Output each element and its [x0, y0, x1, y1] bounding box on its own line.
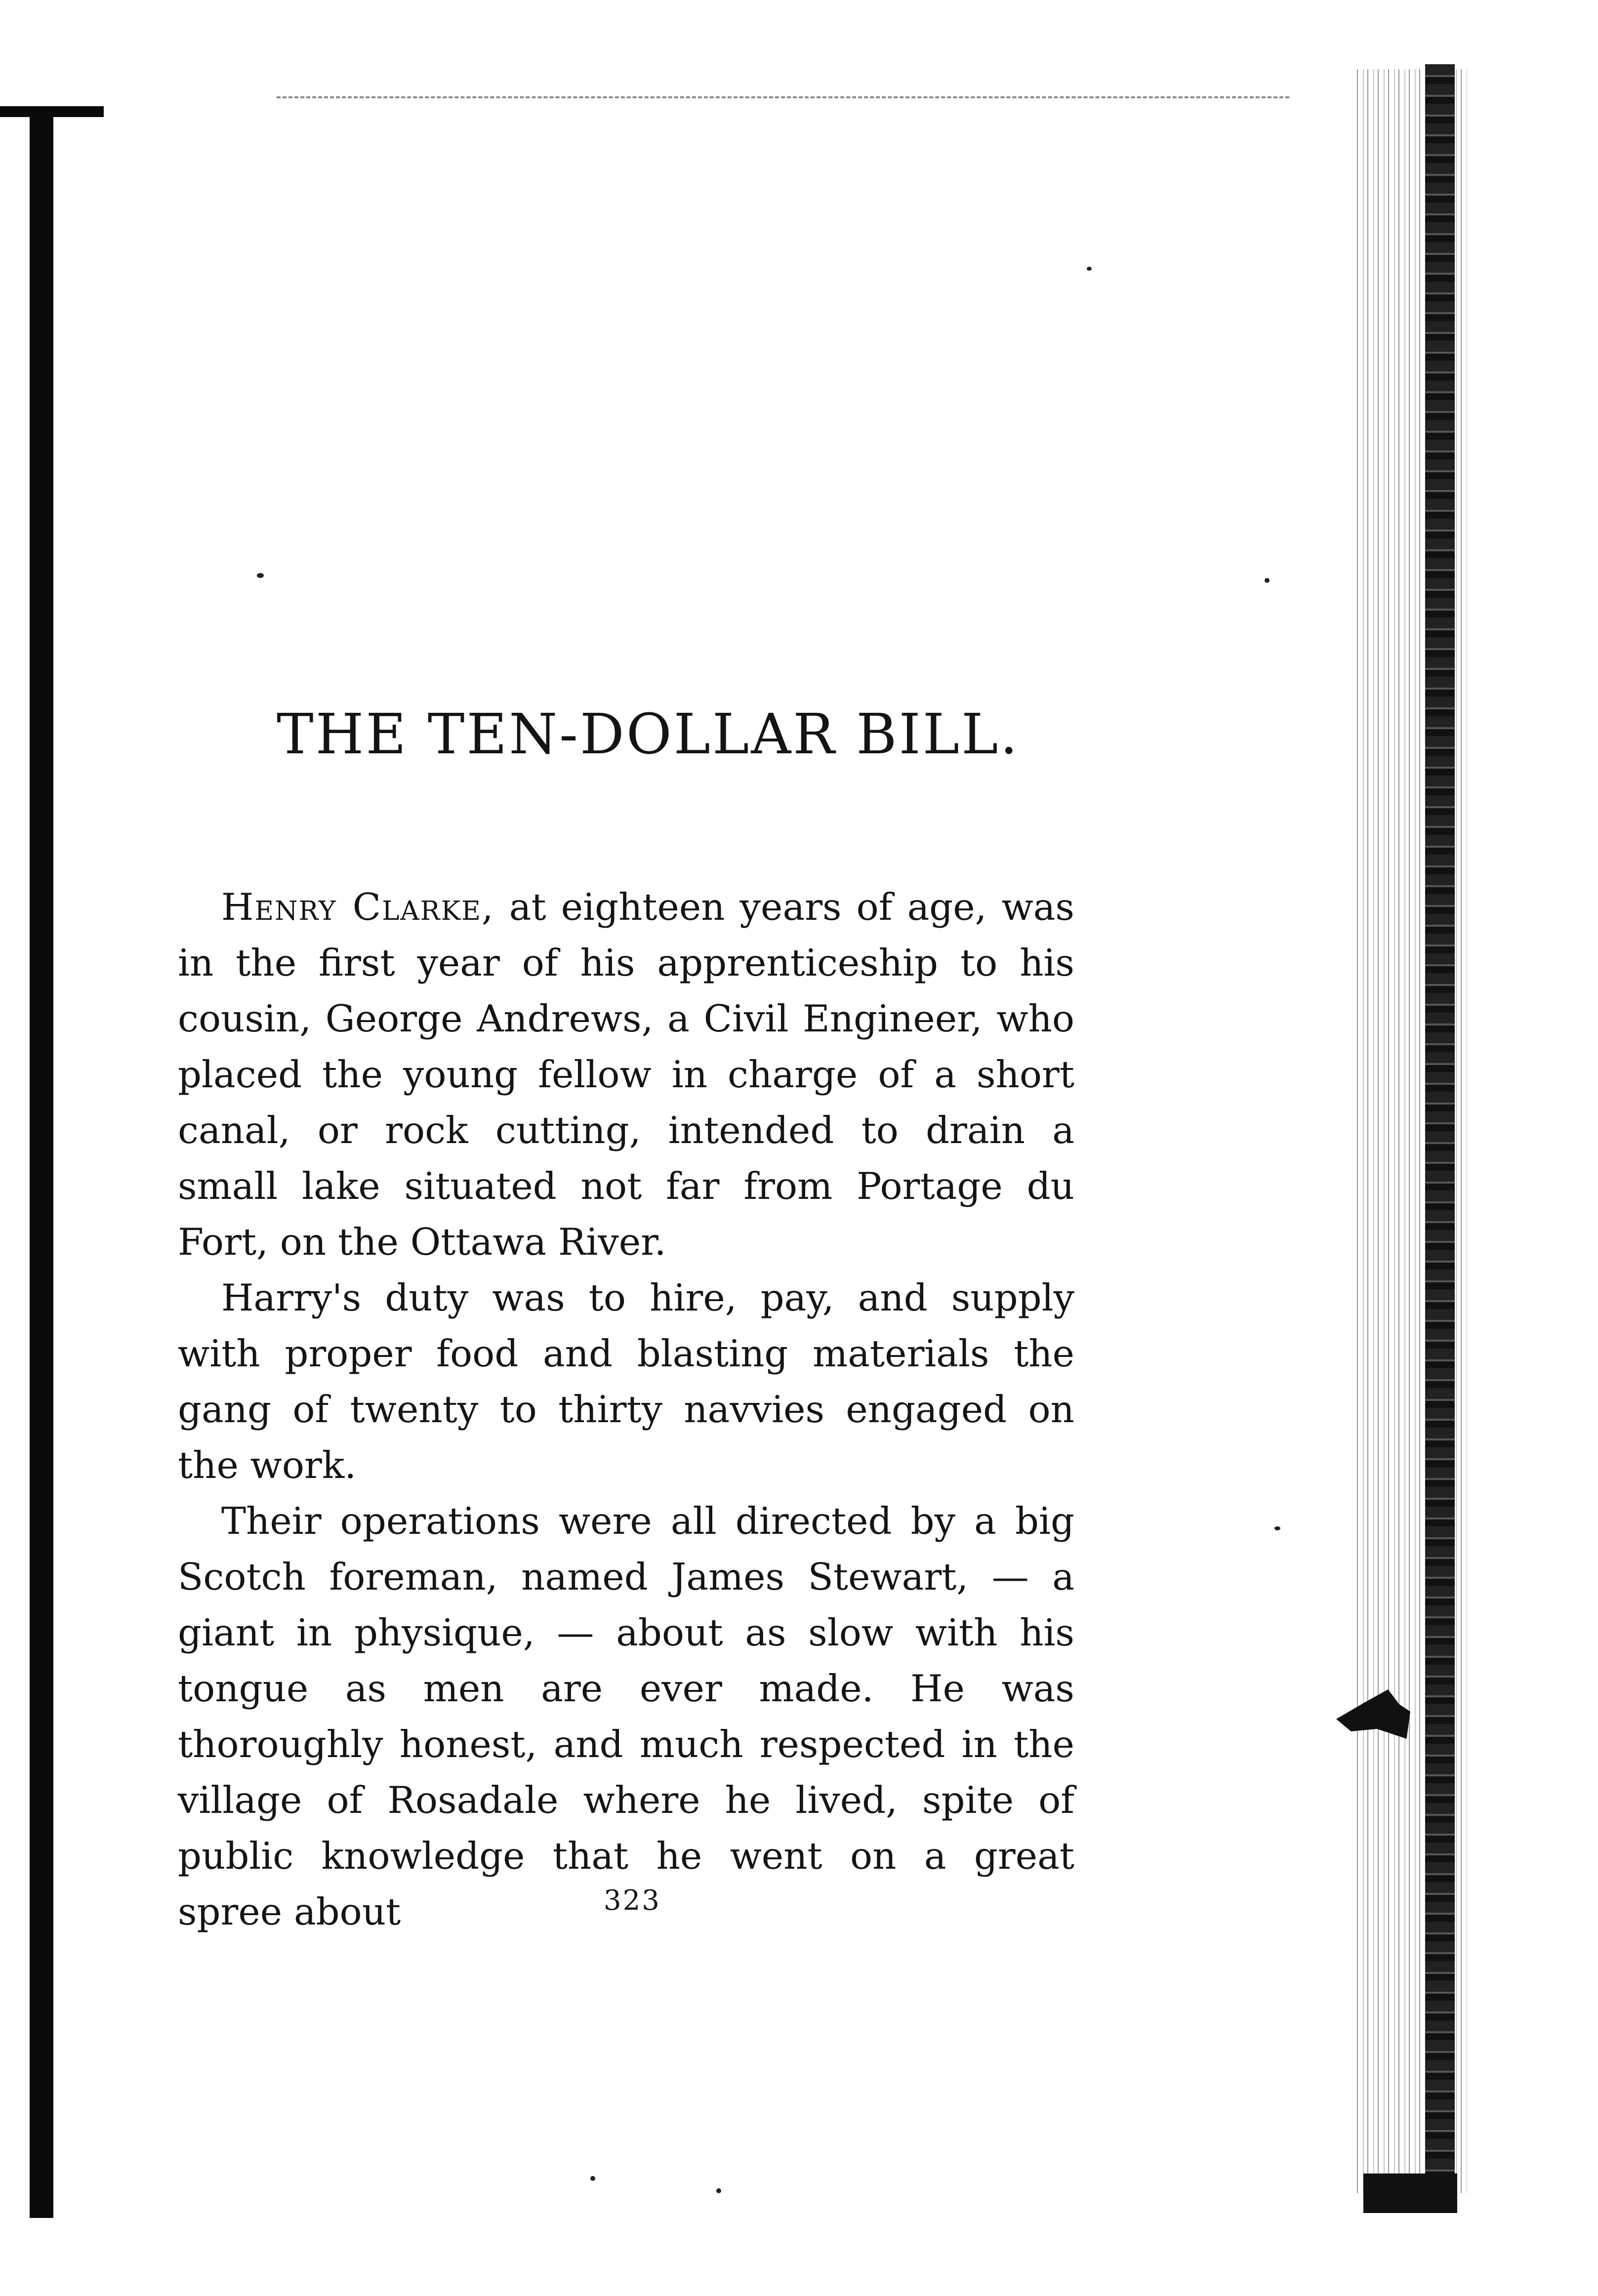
paragraph-1: [178, 879, 1074, 1270]
ink-speck: [716, 2188, 721, 2193]
ink-speck: [1274, 1526, 1280, 1530]
body-text: [178, 879, 1074, 1940]
paragraph-2: Harry's duty was to hire, pay, and supply with proper food and blasting materials the gang of twenty to thirty navvies engaged on the work.: [178, 1276, 1074, 1487]
ink-speck: [1265, 578, 1270, 583]
page-edge-foot: [1363, 2173, 1457, 2213]
ink-speck: [1087, 267, 1092, 271]
scan-dashed-line: [277, 96, 1289, 98]
paragraph-1-text: at eighteen years of age, was in the first year of his apprenticeship to his cousin, George Andrews, a Civil Engineer, who placed the young fellow in charge of a short canal, or rock cutting, intended to drain a small lake situated not far from Portage du Fort, on the Ottawa River.: [178, 885, 1074, 1264]
binding-edge-left: [30, 114, 53, 2218]
paragraph-3: Their operations were all directed by a big Scotch foreman, named James Stewart, — a giant in physique, — about as slow with his tongue as men are ever made. He was thoroughly honest, and much respected in the village of Rosadale where he lived, spite of public knowledge that he went on a great spree about: [178, 1499, 1074, 1933]
character-name: Henry Clarke,: [221, 885, 494, 929]
ink-speck: [257, 573, 264, 578]
ink-speck: [590, 2176, 595, 2181]
page-number: 323: [604, 1885, 661, 1917]
page-title: THE TEN-DOLLAR BILL.: [277, 702, 1020, 767]
page-edge-right-dark: [1425, 64, 1455, 2198]
